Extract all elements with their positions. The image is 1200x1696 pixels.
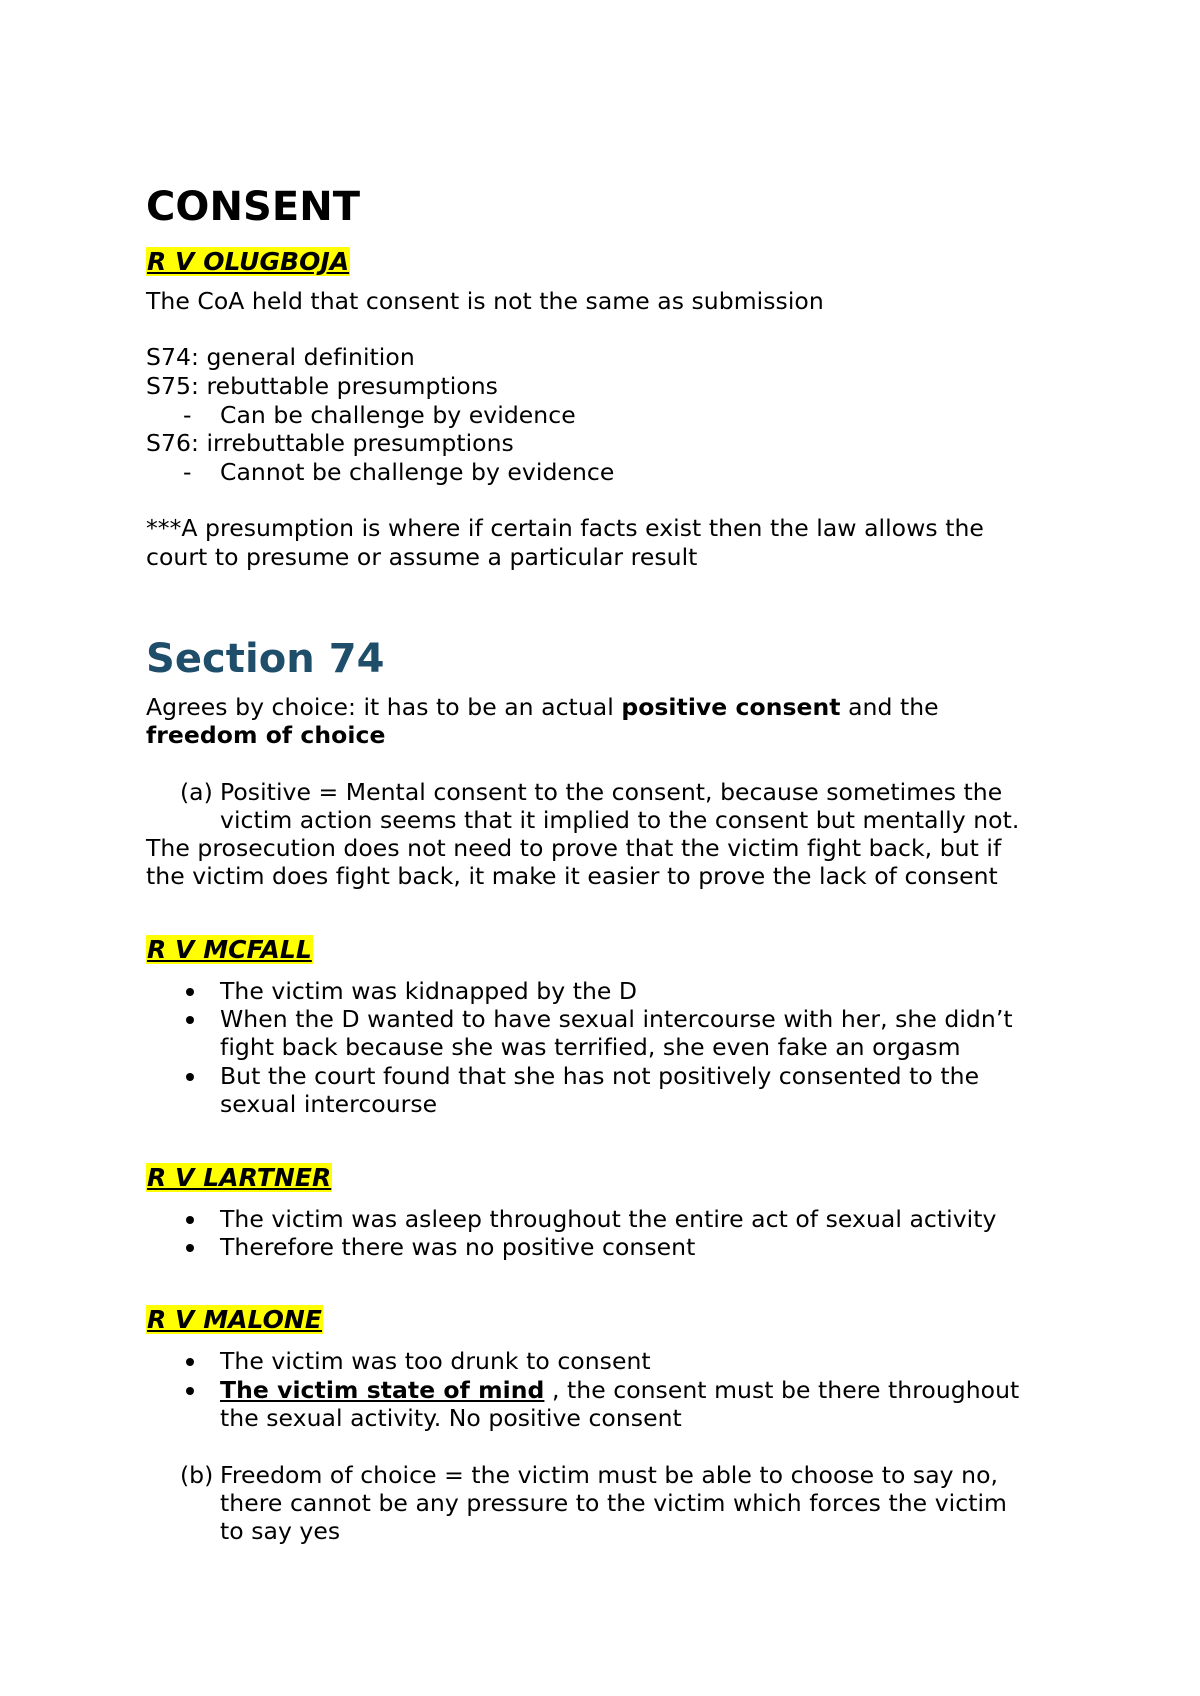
s75-note: Can be challenge by evidence xyxy=(220,401,576,429)
case-heading-olugboja xyxy=(146,247,350,277)
lartner-bullet-1: The victim was asleep throughout the entire act of sexual activity xyxy=(220,1205,997,1233)
malone-bullet-2-rest: , the consent must be there throughout xyxy=(544,1376,1020,1404)
section-heading: Section 74 xyxy=(146,636,385,682)
page-title: CONSENT xyxy=(146,184,361,230)
case-heading-text: R V LARTNER xyxy=(147,1163,332,1192)
dash-marker: - xyxy=(183,458,192,486)
presumption-note-line2: court to presume or assume a particular result xyxy=(146,543,698,571)
intro-text: Agrees by choice: it has to be an actual xyxy=(146,693,622,721)
dash-marker: - xyxy=(183,401,192,429)
section74-para-line2: the victim does fight back, it make it easier to prove the lack of consent xyxy=(146,862,998,890)
enum-label-b: (b) xyxy=(180,1461,214,1489)
intro-text: and the xyxy=(840,693,939,721)
malone-bullet-2-line2: the sexual activity. No positive consent xyxy=(220,1404,682,1432)
section74-intro xyxy=(146,693,939,721)
victim-state-of-mind: The victim state of mind xyxy=(220,1376,545,1404)
malone-bullet-2-line1 xyxy=(220,1376,1019,1404)
presumption-note-line1: ***A presumption is where if certain facts exist then the law allows the xyxy=(146,514,984,542)
olugboja-text: The CoA held that consent is not the same as submission xyxy=(146,287,824,315)
item-b-line3: to say yes xyxy=(220,1517,341,1545)
bullet-icon xyxy=(186,1016,194,1024)
s75-line: S75: rebuttable presumptions xyxy=(146,372,498,400)
bullet-icon xyxy=(186,988,194,996)
bullet-icon xyxy=(186,1387,194,1395)
case-heading-text: R V MCFALL xyxy=(147,935,312,964)
bullet-icon xyxy=(186,1358,194,1366)
mcfall-bullet-2-line2: fight back because she was terrified, she even fake an orgasm xyxy=(220,1033,961,1061)
case-heading-mcfall xyxy=(146,935,313,965)
mcfall-bullet-2-line1: When the D wanted to have sexual intercourse with her, she didn’t xyxy=(220,1005,1013,1033)
item-a-line2: victim action seems that it implied to the consent but mentally not. xyxy=(220,806,1020,834)
bullet-icon xyxy=(186,1073,194,1081)
bullet-icon xyxy=(186,1216,194,1224)
s76-note: Cannot be challenge by evidence xyxy=(220,458,615,486)
enum-label-a: (a) xyxy=(180,778,213,806)
section74-para-line1: The prosecution does not need to prove that the victim fight back, but if xyxy=(146,834,1002,862)
intro-bold-positive-consent: positive consent xyxy=(621,693,841,721)
case-heading-text: R V MALONE xyxy=(147,1305,323,1334)
case-heading-text: R V OLUGBOJA xyxy=(147,247,350,276)
item-a-line1: Positive = Mental consent to the consent, because sometimes the xyxy=(220,778,1003,806)
s76-line: S76: irrebuttable presumptions xyxy=(146,429,514,457)
item-b-line2: there cannot be any pressure to the victim which forces the victim xyxy=(220,1489,1008,1517)
mcfall-bullet-3-line2: sexual intercourse xyxy=(220,1090,438,1118)
malone-bullet-1: The victim was too drunk to consent xyxy=(220,1347,651,1375)
case-heading-lartner xyxy=(146,1163,332,1193)
bullet-icon xyxy=(186,1244,194,1252)
intro-bold-freedom-of-choice: freedom of choice xyxy=(146,721,386,749)
case-heading-malone xyxy=(146,1305,323,1335)
s74-line: S74: general definition xyxy=(146,343,415,371)
item-b-line1: Freedom of choice = the victim must be able to choose to say no, xyxy=(220,1461,999,1489)
lartner-bullet-2: Therefore there was no positive consent xyxy=(220,1233,696,1261)
mcfall-bullet-1: The victim was kidnapped by the D xyxy=(220,977,638,1005)
mcfall-bullet-3-line1: But the court found that she has not positively consented to the xyxy=(220,1062,980,1090)
